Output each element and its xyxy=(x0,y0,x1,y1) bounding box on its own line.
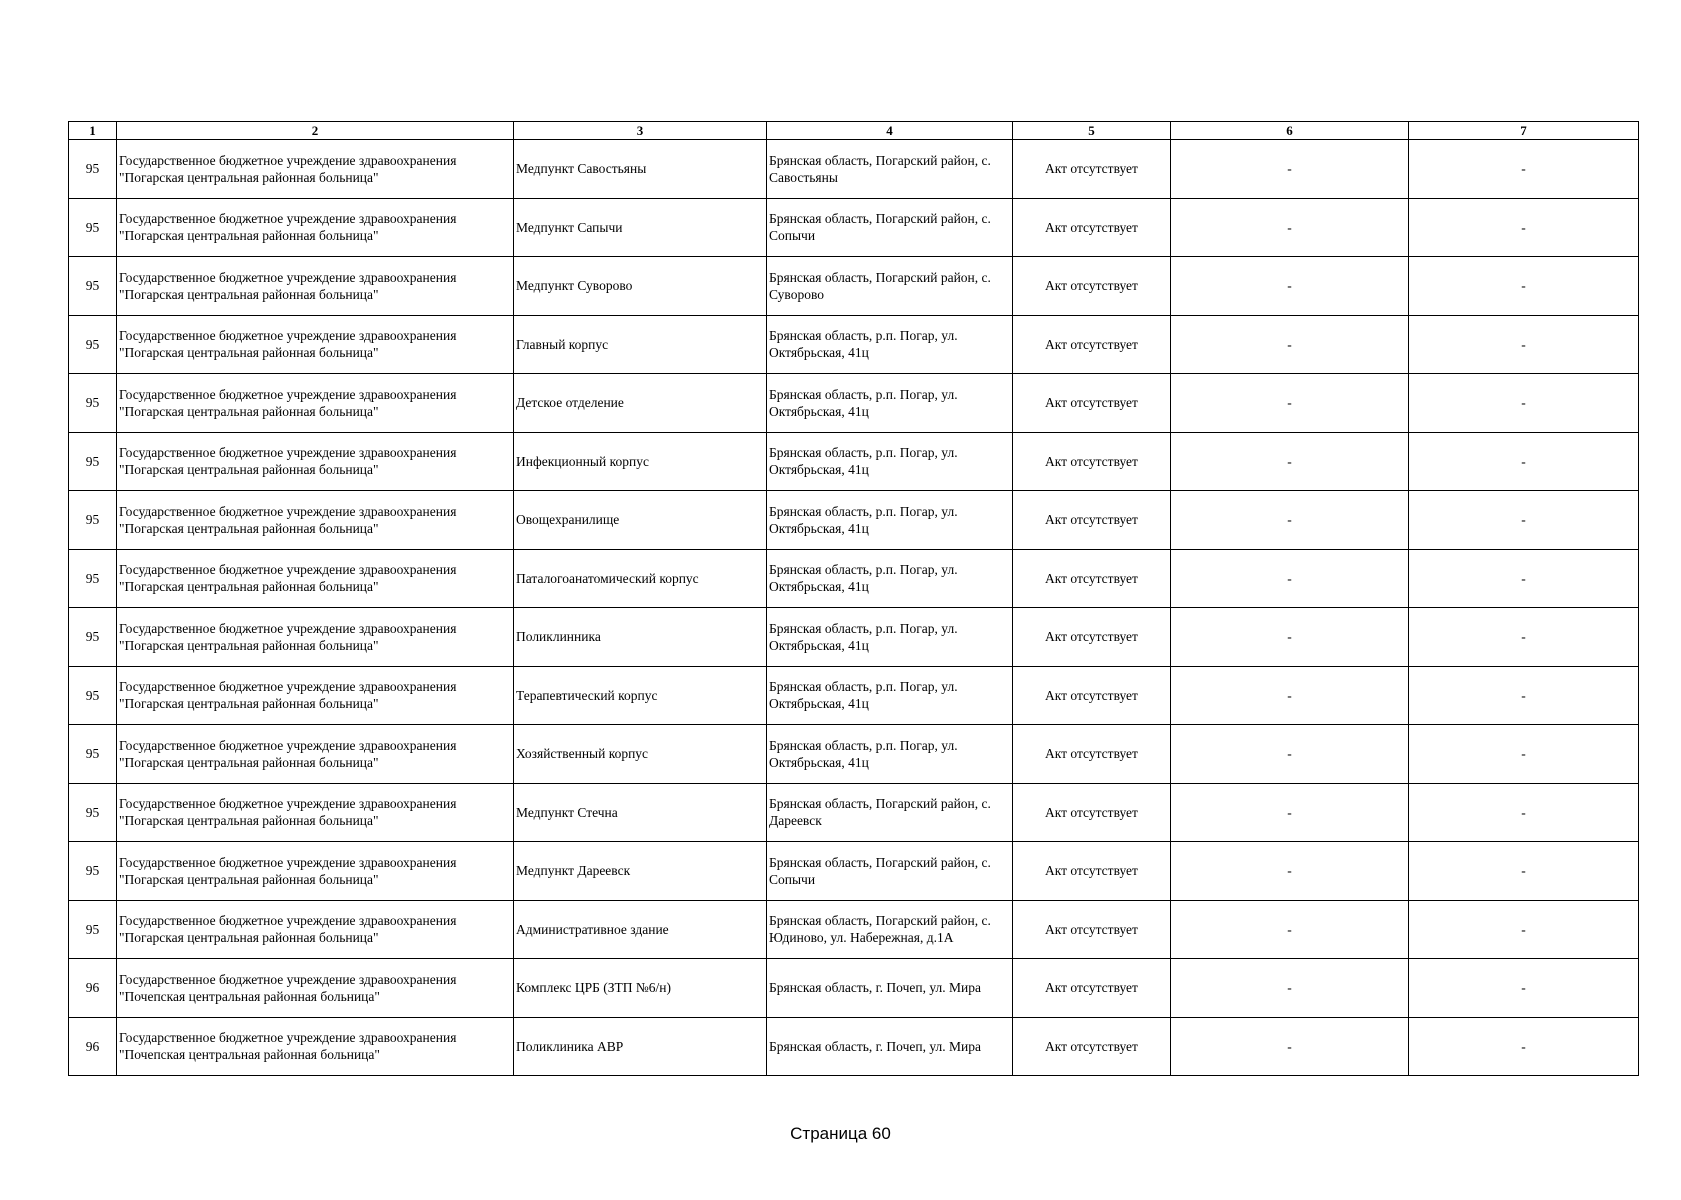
organization-name: Государственное бюджетное учреждение здравоохранения "Погарская центральная районная больница" xyxy=(117,900,514,959)
object-address: Брянская область, Погарский район, с. Суворово xyxy=(767,257,1013,316)
act-status: Акт отсутствует xyxy=(1013,959,1171,1018)
act-status: Акт отсутствует xyxy=(1013,608,1171,667)
object-address: Брянская область, р.п. Погар, ул. Октябрьская, 41ц xyxy=(767,549,1013,608)
row-number: 95 xyxy=(69,198,117,257)
object-address: Брянская область, Погарский район, с. Сопычи xyxy=(767,198,1013,257)
row-number: 96 xyxy=(69,959,117,1018)
table-row xyxy=(69,666,1639,725)
object-name: Медпункт Савостьяны xyxy=(514,140,767,199)
organization-name: Государственное бюджетное учреждение здравоохранения "Погарская центральная районная больница" xyxy=(117,315,514,374)
object-name: Овощехранилище xyxy=(514,491,767,550)
column-7-value: - xyxy=(1409,725,1639,784)
table-row xyxy=(69,374,1639,433)
column-6-value: - xyxy=(1171,608,1409,667)
column-6-value: - xyxy=(1171,432,1409,491)
object-address: Брянская область, р.п. Погар, ул. Октябрьская, 41ц xyxy=(767,608,1013,667)
act-status: Акт отсутствует xyxy=(1013,257,1171,316)
column-7-value: - xyxy=(1409,374,1639,433)
table-row xyxy=(69,608,1639,667)
column-6-value: - xyxy=(1171,374,1409,433)
row-number: 95 xyxy=(69,842,117,901)
act-status: Акт отсутствует xyxy=(1013,491,1171,550)
row-number: 95 xyxy=(69,783,117,842)
organization-name: Государственное бюджетное учреждение здравоохранения "Погарская центральная районная больница" xyxy=(117,725,514,784)
column-7-value: - xyxy=(1409,198,1639,257)
act-status: Акт отсутствует xyxy=(1013,432,1171,491)
organization-name: Государственное бюджетное учреждение здравоохранения "Погарская центральная районная больница" xyxy=(117,257,514,316)
act-status: Акт отсутствует xyxy=(1013,725,1171,784)
act-status: Акт отсутствует xyxy=(1013,666,1171,725)
column-header-6: 6 xyxy=(1171,122,1409,140)
act-status: Акт отсутствует xyxy=(1013,315,1171,374)
object-address: Брянская область, р.п. Погар, ул. Октябрьская, 41ц xyxy=(767,491,1013,550)
column-6-value: - xyxy=(1171,900,1409,959)
column-6-value: - xyxy=(1171,725,1409,784)
row-number: 96 xyxy=(69,1017,117,1076)
column-6-value: - xyxy=(1171,315,1409,374)
act-status: Акт отсутствует xyxy=(1013,549,1171,608)
page-number: Страница 60 xyxy=(790,1124,891,1143)
object-address: Брянская область, р.п. Погар, ул. Октябрьская, 41ц xyxy=(767,374,1013,433)
table-row xyxy=(69,900,1639,959)
act-status: Акт отсутствует xyxy=(1013,198,1171,257)
column-6-value: - xyxy=(1171,666,1409,725)
act-status: Акт отсутствует xyxy=(1013,140,1171,199)
object-address: Брянская область, р.п. Погар, ул. Октябрьская, 41ц xyxy=(767,666,1013,725)
row-number: 95 xyxy=(69,900,117,959)
object-name: Медпункт Суворово xyxy=(514,257,767,316)
object-name: Поликлиника АВР xyxy=(514,1017,767,1076)
document-sheet xyxy=(68,121,1638,1076)
act-status: Акт отсутствует xyxy=(1013,374,1171,433)
object-name: Комплекс ЦРБ (ЗТП №6/н) xyxy=(514,959,767,1018)
column-7-value: - xyxy=(1409,549,1639,608)
column-6-value: - xyxy=(1171,549,1409,608)
object-name: Медпункт Сапычи xyxy=(514,198,767,257)
object-name: Детское отделение xyxy=(514,374,767,433)
organization-name: Государственное бюджетное учреждение здравоохранения "Погарская центральная районная больница" xyxy=(117,198,514,257)
object-address: Брянская область, Погарский район, с. Юдиново, ул. Набережная, д.1А xyxy=(767,900,1013,959)
object-address: Брянская область, р.п. Погар, ул. Октябрьская, 41ц xyxy=(767,725,1013,784)
organization-name: Государственное бюджетное учреждение здравоохранения "Погарская центральная районная больница" xyxy=(117,608,514,667)
table-row xyxy=(69,315,1639,374)
object-name: Инфекционный корпус xyxy=(514,432,767,491)
column-6-value: - xyxy=(1171,842,1409,901)
table-row xyxy=(69,257,1639,316)
organization-name: Государственное бюджетное учреждение здравоохранения "Почепская центральная районная больница" xyxy=(117,959,514,1018)
table-row xyxy=(69,198,1639,257)
organization-name: Государственное бюджетное учреждение здравоохранения "Погарская центральная районная больница" xyxy=(117,374,514,433)
column-header-1: 1 xyxy=(69,122,117,140)
organization-name: Государственное бюджетное учреждение здравоохранения "Почепская центральная районная больница" xyxy=(117,1017,514,1076)
table-row xyxy=(69,1017,1639,1076)
object-name: Поликлинника xyxy=(514,608,767,667)
organization-name: Государственное бюджетное учреждение здравоохранения "Погарская центральная районная больница" xyxy=(117,491,514,550)
column-7-value: - xyxy=(1409,491,1639,550)
column-header-2: 2 xyxy=(117,122,514,140)
column-7-value: - xyxy=(1409,959,1639,1018)
row-number: 95 xyxy=(69,257,117,316)
table-row xyxy=(69,842,1639,901)
object-name: Главный корпус xyxy=(514,315,767,374)
column-6-value: - xyxy=(1171,1017,1409,1076)
organization-name: Государственное бюджетное учреждение здравоохранения "Погарская центральная районная больница" xyxy=(117,140,514,199)
organization-name: Государственное бюджетное учреждение здравоохранения "Погарская центральная районная больница" xyxy=(117,666,514,725)
object-address: Брянская область, Погарский район, с. Дареевск xyxy=(767,783,1013,842)
column-7-value: - xyxy=(1409,783,1639,842)
object-name: Медпункт Дареевск xyxy=(514,842,767,901)
object-address: Брянская область, Погарский район, с. Сопычи xyxy=(767,842,1013,901)
column-7-value: - xyxy=(1409,900,1639,959)
row-number: 95 xyxy=(69,608,117,667)
table-row xyxy=(69,549,1639,608)
object-name: Административное здание xyxy=(514,900,767,959)
column-7-value: - xyxy=(1409,315,1639,374)
column-6-value: - xyxy=(1171,959,1409,1018)
act-status: Акт отсутствует xyxy=(1013,900,1171,959)
column-6-value: - xyxy=(1171,783,1409,842)
object-address: Брянская область, р.п. Погар, ул. Октябрьская, 41ц xyxy=(767,315,1013,374)
column-7-value: - xyxy=(1409,842,1639,901)
row-number: 95 xyxy=(69,140,117,199)
column-7-value: - xyxy=(1409,608,1639,667)
column-7-value: - xyxy=(1409,1017,1639,1076)
act-status: Акт отсутствует xyxy=(1013,842,1171,901)
table-row xyxy=(69,140,1639,199)
column-7-value: - xyxy=(1409,257,1639,316)
table-row xyxy=(69,432,1639,491)
column-6-value: - xyxy=(1171,140,1409,199)
row-number: 95 xyxy=(69,725,117,784)
column-6-value: - xyxy=(1171,257,1409,316)
act-status: Акт отсутствует xyxy=(1013,783,1171,842)
column-7-value: - xyxy=(1409,432,1639,491)
object-name: Хозяйственный корпус xyxy=(514,725,767,784)
column-7-value: - xyxy=(1409,666,1639,725)
column-header-5: 5 xyxy=(1013,122,1171,140)
column-6-value: - xyxy=(1171,491,1409,550)
object-address: Брянская область, р.п. Погар, ул. Октябрьская, 41ц xyxy=(767,432,1013,491)
organization-name: Государственное бюджетное учреждение здравоохранения "Погарская центральная районная больница" xyxy=(117,842,514,901)
row-number: 95 xyxy=(69,549,117,608)
row-number: 95 xyxy=(69,374,117,433)
act-status: Акт отсутствует xyxy=(1013,1017,1171,1076)
table-row xyxy=(69,783,1639,842)
table-row xyxy=(69,491,1639,550)
column-7-value: - xyxy=(1409,140,1639,199)
column-header-4: 4 xyxy=(767,122,1013,140)
organization-name: Государственное бюджетное учреждение здравоохранения "Погарская центральная районная больница" xyxy=(117,432,514,491)
column-header-3: 3 xyxy=(514,122,767,140)
column-6-value: - xyxy=(1171,198,1409,257)
object-address: Брянская область, г. Почеп, ул. Мира xyxy=(767,1017,1013,1076)
column-header-7: 7 xyxy=(1409,122,1639,140)
table-row xyxy=(69,725,1639,784)
organization-name: Государственное бюджетное учреждение здравоохранения "Погарская центральная районная больница" xyxy=(117,549,514,608)
organization-name: Государственное бюджетное учреждение здравоохранения "Погарская центральная районная больница" xyxy=(117,783,514,842)
row-number: 95 xyxy=(69,666,117,725)
object-name: Терапевтический корпус xyxy=(514,666,767,725)
table-row xyxy=(69,959,1639,1018)
object-name: Паталогоанатомический корпус xyxy=(514,549,767,608)
row-number: 95 xyxy=(69,432,117,491)
header-row xyxy=(69,122,1639,140)
object-address: Брянская область, г. Почеп, ул. Мира xyxy=(767,959,1013,1018)
row-number: 95 xyxy=(69,315,117,374)
row-number: 95 xyxy=(69,491,117,550)
registry-table xyxy=(68,121,1639,1076)
object-address: Брянская область, Погарский район, с. Савостьяны xyxy=(767,140,1013,199)
object-name: Медпункт Стечна xyxy=(514,783,767,842)
